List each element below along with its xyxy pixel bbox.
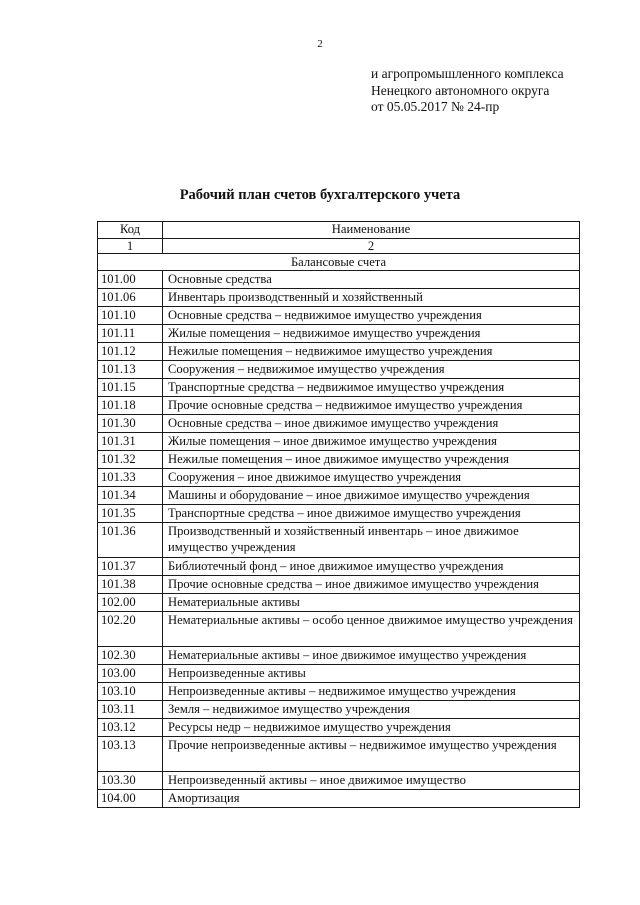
account-code: 101.13 bbox=[98, 361, 163, 379]
account-name: Жилые помещения – иное движимое имущество учреждения bbox=[163, 433, 580, 451]
table-row bbox=[98, 612, 580, 647]
account-code: 103.13 bbox=[98, 737, 163, 772]
account-name: Амортизация bbox=[163, 790, 580, 808]
account-code: 103.30 bbox=[98, 772, 163, 790]
account-name: Непроизведенные активы – недвижимое имущество учреждения bbox=[163, 683, 580, 701]
account-code: 101.12 bbox=[98, 343, 163, 361]
account-code: 101.32 bbox=[98, 451, 163, 469]
table-row bbox=[98, 558, 580, 576]
table-row bbox=[98, 647, 580, 665]
account-code: 101.35 bbox=[98, 505, 163, 523]
column-index-row bbox=[98, 239, 580, 254]
account-code: 101.38 bbox=[98, 576, 163, 594]
account-code: 101.10 bbox=[98, 307, 163, 325]
account-code: 101.15 bbox=[98, 379, 163, 397]
table-row bbox=[98, 737, 580, 772]
table-row bbox=[98, 683, 580, 701]
account-name: Инвентарь производственный и хозяйственный bbox=[163, 289, 580, 307]
account-name: Непроизведенный активы – иное движимое имущество bbox=[163, 772, 580, 790]
account-code: 101.31 bbox=[98, 433, 163, 451]
account-name: Нематериальные активы bbox=[163, 594, 580, 612]
accounts-table bbox=[97, 221, 580, 808]
table-row bbox=[98, 505, 580, 523]
account-code: 101.18 bbox=[98, 397, 163, 415]
account-name: Нематериальные активы – особо ценное движимое имущество учреждения bbox=[163, 612, 580, 647]
table-row bbox=[98, 307, 580, 325]
column-index-code: 1 bbox=[98, 239, 163, 254]
table-row bbox=[98, 361, 580, 379]
account-name: Прочие основные средства – недвижимое имущество учреждения bbox=[163, 397, 580, 415]
account-code: 101.34 bbox=[98, 487, 163, 505]
table-row bbox=[98, 289, 580, 307]
approval-line: и агропромышленного комплекса bbox=[371, 66, 564, 81]
account-code: 101.37 bbox=[98, 558, 163, 576]
account-name: Основные средства – недвижимое имущество учреждения bbox=[163, 307, 580, 325]
account-code: 103.11 bbox=[98, 701, 163, 719]
table-row bbox=[98, 487, 580, 505]
account-code: 104.00 bbox=[98, 790, 163, 808]
account-name: Прочие основные средства – иное движимое имущество учреждения bbox=[163, 576, 580, 594]
document-title: Рабочий план счетов бухгалтерского учета bbox=[179, 187, 461, 203]
column-header-code: Код bbox=[98, 222, 163, 239]
account-name: Нежилые помещения – недвижимое имущество учреждения bbox=[163, 343, 580, 361]
account-name: Ресурсы недр – недвижимое имущество учреждения bbox=[163, 719, 580, 737]
account-name: Нежилые помещения – иное движимое имущество учреждения bbox=[163, 451, 580, 469]
table-row bbox=[98, 433, 580, 451]
table-row bbox=[98, 379, 580, 397]
account-name: Непроизведенные активы bbox=[163, 665, 580, 683]
account-name: Земля – недвижимое имущество учреждения bbox=[163, 701, 580, 719]
table-row bbox=[98, 665, 580, 683]
account-code: 101.33 bbox=[98, 469, 163, 487]
account-name: Основные средства – иное движимое имущество учреждения bbox=[163, 415, 580, 433]
account-name: Прочие непроизведенные активы – недвижимое имущество учреждения bbox=[163, 737, 580, 772]
table-row bbox=[98, 397, 580, 415]
table-row bbox=[98, 451, 580, 469]
section-row bbox=[98, 254, 580, 271]
account-name: Сооружения – иное движимое имущество учреждения bbox=[163, 469, 580, 487]
account-name: Основные средства bbox=[163, 271, 580, 289]
page-number: 2 bbox=[317, 38, 323, 50]
account-code: 103.00 bbox=[98, 665, 163, 683]
approval-reference bbox=[371, 66, 564, 116]
table-row bbox=[98, 576, 580, 594]
table-row bbox=[98, 790, 580, 808]
table-row bbox=[98, 719, 580, 737]
account-code: 101.11 bbox=[98, 325, 163, 343]
account-name: Транспортные средства – иное движимое имущество учреждения bbox=[163, 505, 580, 523]
approval-line: Ненецкого автономного округа bbox=[371, 82, 550, 98]
account-name: Транспортные средства – недвижимое имущество учреждения bbox=[163, 379, 580, 397]
account-code: 103.12 bbox=[98, 719, 163, 737]
column-header-name: Наименование bbox=[163, 222, 580, 239]
column-index-name: 2 bbox=[163, 239, 580, 254]
table-header-row bbox=[98, 222, 580, 239]
account-code: 101.06 bbox=[98, 289, 163, 307]
account-code: 102.00 bbox=[98, 594, 163, 612]
account-code: 102.30 bbox=[98, 647, 163, 665]
account-code: 103.10 bbox=[98, 683, 163, 701]
table-row bbox=[98, 271, 580, 289]
account-code: 102.20 bbox=[98, 612, 163, 647]
account-name: Сооружения – недвижимое имущество учреждения bbox=[163, 361, 580, 379]
approval-line: от 05.05.2017 № 24-пр bbox=[371, 99, 500, 114]
account-name: Библиотечный фонд – иное движимое имущество учреждения bbox=[163, 558, 580, 576]
table-row bbox=[98, 415, 580, 433]
table-row bbox=[98, 701, 580, 719]
account-name: Нематериальные активы – иное движимое имущество учреждения bbox=[163, 647, 580, 665]
table-row bbox=[98, 594, 580, 612]
account-name: Машины и оборудование – иное движимое имущество учреждения bbox=[163, 487, 580, 505]
table-row bbox=[98, 325, 580, 343]
table-row bbox=[98, 469, 580, 487]
table-row bbox=[98, 343, 580, 361]
account-name: Производственный и хозяйственный инвентарь – иное движимое имущество учреждения bbox=[163, 523, 580, 558]
account-code: 101.36 bbox=[98, 523, 163, 558]
account-name: Жилые помещения – недвижимое имущество учреждения bbox=[163, 325, 580, 343]
section-label: Балансовые счета bbox=[98, 254, 580, 271]
account-code: 101.30 bbox=[98, 415, 163, 433]
table-row bbox=[98, 772, 580, 790]
account-code: 101.00 bbox=[98, 271, 163, 289]
table-row bbox=[98, 523, 580, 558]
